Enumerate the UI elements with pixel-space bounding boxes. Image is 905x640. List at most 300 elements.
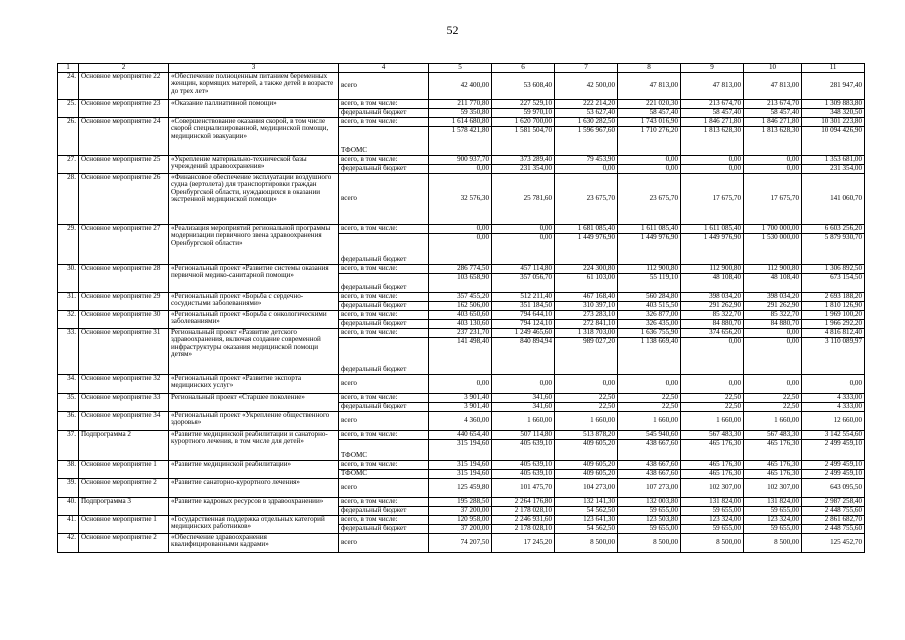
amount-cell: 61 103,00 [555,273,618,292]
amount-cell: 467 168,40 [555,292,618,301]
amount-cell: 3 901,40 [429,402,492,411]
amount-cell: 1 710 276,20 [618,126,681,155]
funding-source: федеральный бюджет [339,273,429,292]
amount-cell: 6 603 256,20 [802,224,865,233]
funding-source: федеральный бюджет [339,108,429,117]
amount-cell: 0,00 [744,374,802,393]
amount-cell: 405 639,10 [492,469,555,478]
amount-cell: 465 176,30 [681,460,744,469]
amount-cell: 22,50 [681,393,744,402]
table-row [58,173,865,224]
amount-cell: 409 605,20 [555,469,618,478]
amount-cell: 1 318 703,00 [555,328,618,337]
funding-source: всего, в том числе: [339,497,429,506]
amount-cell: 10 301 223,80 [802,117,865,126]
amount-cell: 373 289,40 [492,155,555,164]
amount-cell: 42 400,00 [429,72,492,99]
amount-cell: 107 273,00 [618,478,681,497]
program-description: «Региональный проект «Борьба с сердечно-сосудистыми заболеваниями» [169,292,339,310]
amount-cell: 1 578 421,80 [429,126,492,155]
amount-cell: 1 306 892,50 [802,264,865,273]
amount-cell: 59 655,00 [618,524,681,533]
amount-cell: 162 506,00 [429,301,492,310]
amount-cell: 1 630 282,50 [555,117,618,126]
amount-cell: 1 611 085,40 [681,224,744,233]
amount-cell: 123 641,30 [555,515,618,524]
amount-cell: 643 095,50 [802,478,865,497]
funding-source: федеральный бюджет [339,506,429,515]
program-description: «Развитие медицинской реабилитации и санаторно-курортного лечения, в том числе для детей» [169,430,339,460]
amount-cell: 281 947,40 [802,72,865,99]
program-description: «Обеспечение здравоохранения квалифицированными кадрами» [169,533,339,552]
program-description: «Региональный проект «Развитие экспорта медицинских услуг» [169,374,339,393]
funding-source: всего, в том числе: [339,99,429,108]
amount-cell: 1 846 271,80 [744,117,802,126]
table-row [58,478,865,497]
program-name: Основное мероприятие 30 [79,310,169,328]
amount-cell: 348 320,50 [802,108,865,117]
amount-cell: 465 176,30 [744,469,802,478]
column-header: 10 [744,64,802,73]
program-name: Основное мероприятие 22 [79,72,169,99]
table-row [58,292,865,301]
amount-cell: 1 813 628,30 [681,126,744,155]
amount-cell: 273 283,10 [555,310,618,319]
amount-cell: 23 675,70 [555,173,618,224]
program-name: Основное мероприятие 33 [79,393,169,411]
amount-cell: 22,50 [744,402,802,411]
amount-cell: 221 020,30 [618,99,681,108]
amount-cell: 42 500,00 [555,72,618,99]
amount-cell: 47 813,00 [681,72,744,99]
amount-cell: 403 130,60 [429,319,492,328]
amount-cell: 227 529,10 [492,99,555,108]
funding-source: федеральный бюджет [339,524,429,533]
amount-cell: 85 322,70 [681,310,744,319]
amount-cell: 398 034,20 [744,292,802,301]
funding-source: федеральный бюджет [339,402,429,411]
funding-source: федеральный бюджет [339,233,429,264]
amount-cell: 465 176,30 [744,460,802,469]
amount-cell: 112 900,80 [744,264,802,273]
funding-source: всего, в том числе: [339,310,429,319]
amount-cell: 989 027,20 [555,337,618,374]
amount-cell: 237 231,70 [429,328,492,337]
amount-cell: 48 108,40 [681,273,744,292]
amount-cell: 272 841,10 [555,319,618,328]
funding-source: всего [339,411,429,430]
amount-cell: 0,00 [429,374,492,393]
amount-cell: 403 515,50 [618,301,681,310]
amount-cell: 47 813,00 [618,72,681,99]
amount-cell: 3 142 554,60 [802,430,865,439]
amount-cell: 1 449 976,90 [618,233,681,264]
amount-cell: 0,00 [618,374,681,393]
amount-cell: 2 499 459,10 [802,439,865,460]
amount-cell: 132 141,30 [555,497,618,506]
amount-cell: 104 273,00 [555,478,618,497]
amount-cell: 405 639,10 [492,460,555,469]
amount-cell: 48 108,40 [744,273,802,292]
amount-cell: 22,50 [744,393,802,402]
program-name: Основное мероприятие 2 [79,478,169,497]
funding-source: ТФОМС [339,469,429,478]
program-description: «Региональный проект «Развитие системы оказания первичной медико-санитарной помощи» [169,264,339,292]
table-row [58,460,865,469]
amount-cell: 53 627,40 [555,108,618,117]
amount-cell: 37 200,00 [429,506,492,515]
program-name: Основное мероприятие 25 [79,155,169,173]
amount-cell: 58 457,40 [618,108,681,117]
amount-cell: 32 576,30 [429,173,492,224]
amount-cell: 2 499 459,10 [802,460,865,469]
amount-cell: 211 770,80 [429,99,492,108]
program-name: Основное мероприятие 26 [79,173,169,224]
amount-cell: 0,00 [681,164,744,173]
program-description: «Региональный проект «Укрепление общественного здоровья» [169,411,339,430]
program-name: Основное мероприятие 32 [79,374,169,393]
amount-cell: 326 877,00 [618,310,681,319]
amount-cell: 85 322,70 [744,310,802,319]
amount-cell: 59 655,00 [744,506,802,515]
row-number: 29. [58,224,79,264]
amount-cell: 25 781,60 [492,173,555,224]
amount-cell: 22,50 [681,402,744,411]
column-header: 7 [555,64,618,73]
table-row [58,99,865,108]
program-description: «Реализация мероприятий региональной программы модернизации первичного звена здравоохранения Оренбургской области» [169,224,339,264]
amount-cell: 17 675,70 [681,173,744,224]
amount-cell: 59 970,10 [492,108,555,117]
amount-cell: 512 211,40 [492,292,555,301]
amount-cell: 123 324,00 [681,515,744,524]
amount-cell: 438 667,60 [618,439,681,460]
page-number: 52 [446,23,459,37]
amount-cell: 84 880,70 [744,319,802,328]
amount-cell: 2 861 682,70 [802,515,865,524]
amount-cell: 315 194,60 [429,469,492,478]
amount-cell: 23 675,70 [618,173,681,224]
program-description: «Совершенствование оказания скорой, в том числе скорой специализированной, медицинской помощи, медицинской эвакуации» [169,117,339,155]
program-description: «Оказание паллиативной помощи» [169,99,339,117]
amount-cell: 0,00 [744,328,802,337]
row-number: 31. [58,292,79,310]
amount-cell: 1 660,00 [492,411,555,430]
amount-cell: 560 284,80 [618,292,681,301]
amount-cell: 0,00 [492,224,555,233]
column-header: 6 [492,64,555,73]
amount-cell: 12 660,00 [802,411,865,430]
amount-cell: 1 530 000,00 [744,233,802,264]
amount-cell: 59 350,80 [429,108,492,117]
amount-cell: 0,00 [802,374,865,393]
table-row [58,328,865,337]
program-description: Региональный проект «Старшее поколение» [169,393,339,411]
amount-cell: 2 987 258,40 [802,497,865,506]
column-header: 5 [429,64,492,73]
amount-cell: 794 124,10 [492,319,555,328]
amount-cell: 1 611 085,40 [618,224,681,233]
amount-cell: 438 667,60 [618,469,681,478]
funding-source: всего, в том числе: [339,393,429,402]
row-number: 24. [58,72,79,99]
funding-source: федеральный бюджет [339,337,429,374]
amount-cell: 17 675,70 [744,173,802,224]
amount-cell: 326 435,00 [618,319,681,328]
amount-cell: 567 483,30 [681,430,744,439]
amount-cell: 1 810 126,90 [802,301,865,310]
amount-cell: 141 498,40 [429,337,492,374]
amount-cell: 1 660,00 [744,411,802,430]
amount-cell: 0,00 [681,337,744,374]
row-number: 26. [58,117,79,155]
amount-cell: 131 824,00 [744,497,802,506]
row-number: 36. [58,411,79,430]
amount-cell: 125 452,70 [802,533,865,552]
amount-cell: 1 743 016,90 [618,117,681,126]
amount-cell: 3 901,40 [429,393,492,402]
budget-table [57,63,865,553]
funding-source: всего, в том числе: [339,155,429,164]
amount-cell: 59 655,00 [681,506,744,515]
amount-cell: 1 969 100,20 [802,310,865,319]
amount-cell: 102 307,00 [681,478,744,497]
amount-cell: 465 176,30 [744,439,802,460]
column-header: 3 [169,64,339,73]
row-number: 41. [58,515,79,533]
program-description: «Развитие кадровых ресурсов в здравоохранении» [169,497,339,515]
program-name: Основное мероприятие 31 [79,328,169,374]
amount-cell: 213 674,70 [744,99,802,108]
amount-cell: 1 660,00 [681,411,744,430]
funding-source: всего, в том числе: [339,292,429,301]
amount-cell: 8 500,00 [555,533,618,552]
amount-cell: 59 655,00 [744,524,802,533]
amount-cell: 341,60 [492,393,555,402]
amount-cell: 351 184,50 [492,301,555,310]
funding-source: всего, в том числе: [339,117,429,126]
program-name: Основное мероприятие 29 [79,292,169,310]
amount-cell: 0,00 [555,164,618,173]
program-description: «Финансовое обеспечение эксплуатации воздушного судна (вертолета) для транспортировки граждан Оренбургской области, нуждающихся в оказании экстренной медицинской помощи» [169,173,339,224]
program-name: Основное мероприятие 23 [79,99,169,117]
amount-cell: 438 667,60 [618,460,681,469]
amount-cell: 2 246 931,60 [492,515,555,524]
amount-cell: 398 034,20 [681,292,744,301]
amount-cell: 315 194,60 [429,460,492,469]
row-number: 42. [58,533,79,552]
amount-cell: 403 650,60 [429,310,492,319]
amount-cell: 0,00 [429,233,492,264]
program-name: Основное мероприятие 28 [79,264,169,292]
amount-cell: 2 448 755,60 [802,524,865,533]
amount-cell: 47 813,00 [744,72,802,99]
amount-cell: 4 333,00 [802,402,865,411]
amount-cell: 1 614 680,80 [429,117,492,126]
amount-cell: 3 110 089,97 [802,337,865,374]
program-description: «Развитие санаторно-курортного лечения» [169,478,339,497]
amount-cell: 440 654,40 [429,430,492,439]
funding-source: всего, в том числе: [339,515,429,524]
amount-cell: 231 354,00 [802,164,865,173]
row-number: 40. [58,497,79,515]
amount-cell: 22,50 [618,402,681,411]
row-number: 27. [58,155,79,173]
amount-cell: 513 878,20 [555,430,618,439]
amount-cell: 37 200,00 [429,524,492,533]
amount-cell: 8 500,00 [681,533,744,552]
column-header: 11 [802,64,865,73]
table-row [58,374,865,393]
amount-cell: 0,00 [492,374,555,393]
amount-cell: 291 262,90 [681,301,744,310]
column-header: 8 [618,64,681,73]
table-row [58,393,865,402]
table-row [58,155,865,164]
amount-cell: 123 324,00 [744,515,802,524]
amount-cell: 673 154,50 [802,273,865,292]
funding-source: всего, в том числе: [339,460,429,469]
amount-cell: 1 620 700,00 [492,117,555,126]
amount-cell: 2 264 176,80 [492,497,555,506]
row-number: 38. [58,460,79,478]
amount-cell: 0,00 [429,164,492,173]
amount-cell: 0,00 [681,374,744,393]
funding-source: всего, в том числе: [339,430,429,439]
funding-source: всего, в том числе: [339,328,429,337]
amount-cell: 0,00 [618,155,681,164]
amount-cell: 4 333,00 [802,393,865,402]
amount-cell: 0,00 [555,374,618,393]
column-header: 9 [681,64,744,73]
amount-cell: 1 966 292,20 [802,319,865,328]
amount-cell: 59 655,00 [681,524,744,533]
amount-cell: 1 596 967,60 [555,126,618,155]
funding-source: всего [339,374,429,393]
column-header: 1 [58,64,79,73]
amount-cell: 1 700 000,00 [744,224,802,233]
amount-cell: 22,50 [555,393,618,402]
amount-cell: 5 879 930,70 [802,233,865,264]
funding-source: федеральный бюджет [339,301,429,310]
row-number: 35. [58,393,79,411]
row-number: 33. [58,328,79,374]
amount-cell: 2 178 028,10 [492,506,555,515]
amount-cell: 1 660,00 [618,411,681,430]
amount-cell: 103 658,90 [429,273,492,292]
program-name: Основное мероприятие 34 [79,411,169,430]
amount-cell: 102 307,00 [744,478,802,497]
amount-cell: 1 581 504,70 [492,126,555,155]
row-number: 28. [58,173,79,224]
table-body [58,64,865,553]
amount-cell: 79 453,90 [555,155,618,164]
amount-cell: 4 360,00 [429,411,492,430]
program-description: «Обеспечение полноценным питанием беременных женщин, кормящих матерей, а также детей в возрасте до трех лет» [169,72,339,99]
amount-cell: 195 288,50 [429,497,492,506]
program-name: Подпрограмма 3 [79,497,169,515]
amount-cell: 1 249 465,60 [492,328,555,337]
amount-cell: 58 457,40 [744,108,802,117]
amount-cell: 74 207,50 [429,533,492,552]
program-name: Основное мероприятие 27 [79,224,169,264]
amount-cell: 1 138 669,40 [618,337,681,374]
amount-cell: 0,00 [618,164,681,173]
table-row [58,430,865,439]
table-row [58,310,865,319]
amount-cell: 84 880,70 [681,319,744,328]
amount-cell: 55 119,10 [618,273,681,292]
amount-cell: 54 562,50 [555,506,618,515]
amount-cell: 1 353 681,00 [802,155,865,164]
amount-cell: 2 499 459,10 [802,469,865,478]
column-header: 4 [339,64,429,73]
amount-cell: 101 475,70 [492,478,555,497]
program-description: «Укрепление материально-технической базы учреждений здравоохранения» [169,155,339,173]
amount-cell: 1 449 976,90 [681,233,744,264]
table-row [58,117,865,126]
column-number-row [58,64,865,73]
amount-cell: 213 674,70 [681,99,744,108]
amount-cell: 507 114,80 [492,430,555,439]
row-number: 39. [58,478,79,497]
amount-cell: 141 060,70 [802,173,865,224]
program-description: Региональный проект «Развитие детского здравоохранения, включая создание современной инфраструктуры оказания медицинской помощи детям» [169,328,339,374]
column-header: 2 [79,64,169,73]
amount-cell: 4 816 812,40 [802,328,865,337]
funding-source: всего, в том числе: [339,264,429,273]
amount-cell: 0,00 [681,155,744,164]
table-row [58,224,865,233]
amount-cell: 0,00 [744,164,802,173]
amount-cell: 231 354,00 [492,164,555,173]
amount-cell: 0,00 [492,233,555,264]
amount-cell: 132 003,80 [618,497,681,506]
amount-cell: 2 448 755,60 [802,506,865,515]
amount-cell: 465 176,30 [681,469,744,478]
amount-cell: 131 824,00 [681,497,744,506]
amount-cell: 112 900,80 [681,264,744,273]
amount-cell: 123 503,80 [618,515,681,524]
budget-table-container [57,63,864,553]
funding-source: всего [339,72,429,99]
funding-source: ТФОМС [339,439,429,460]
amount-cell: 10 094 426,90 [802,126,865,155]
amount-cell: 58 457,40 [681,108,744,117]
program-description: «Региональный проект «Борьба с онкологическими заболеваниями» [169,310,339,328]
amount-cell: 286 774,50 [429,264,492,273]
row-number: 37. [58,430,79,460]
amount-cell: 120 958,00 [429,515,492,524]
amount-cell: 1 660,00 [555,411,618,430]
amount-cell: 409 605,20 [555,439,618,460]
amount-cell: 2 693 188,20 [802,292,865,301]
amount-cell: 1 813 628,30 [744,126,802,155]
row-number: 32. [58,310,79,328]
program-name: Основное мероприятие 2 [79,533,169,552]
funding-source: всего [339,533,429,552]
funding-source: федеральный бюджет [339,319,429,328]
amount-cell: 59 655,00 [618,506,681,515]
program-name: Основное мероприятие 24 [79,117,169,155]
amount-cell: 900 937,70 [429,155,492,164]
amount-cell: 545 940,60 [618,430,681,439]
amount-cell: 357 056,70 [492,273,555,292]
program-description: «Государственная поддержка отдельных категорий медицинских работников» [169,515,339,533]
amount-cell: 0,00 [744,337,802,374]
program-name: Основное мероприятие 1 [79,515,169,533]
row-number: 30. [58,264,79,292]
